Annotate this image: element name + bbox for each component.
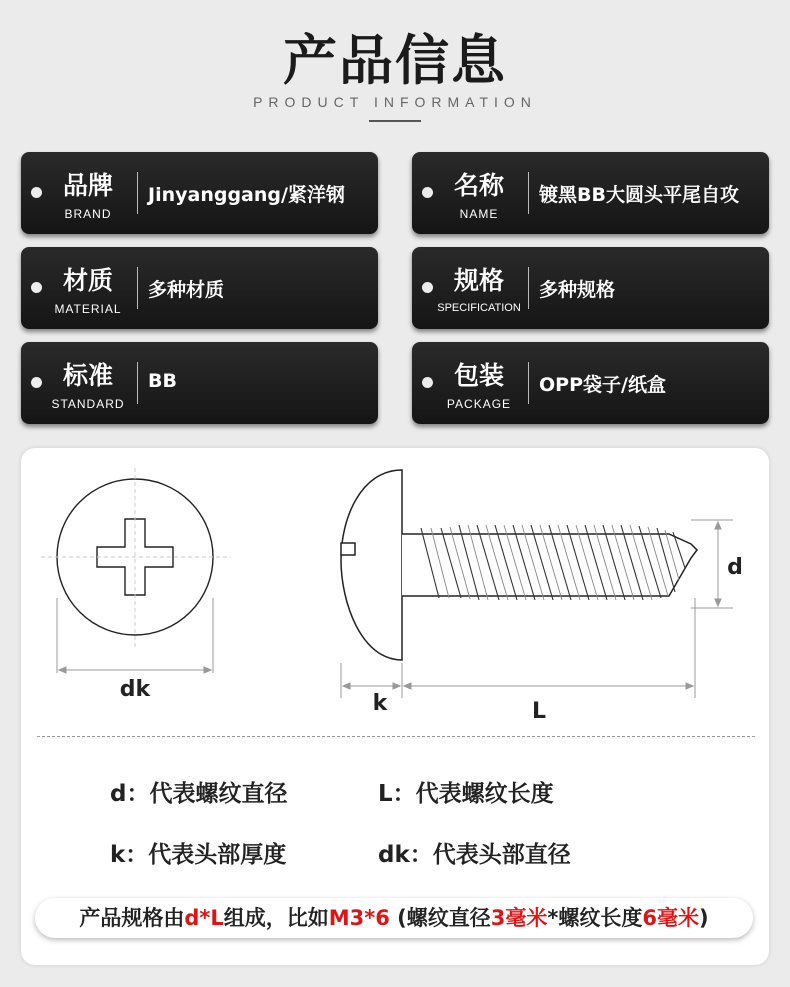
card-value: Jinyanggang/紧洋钢 [148,184,345,206]
card-label-cn: 包装 [453,361,504,390]
card-value: 多种规格 [539,279,616,301]
card-divider [528,267,529,309]
card-divider [137,267,138,309]
bullet-icon [422,187,433,198]
card-label-en: STANDARD [51,397,125,411]
note-text: *螺纹长度 [547,906,643,930]
note-highlight: d*L [184,906,224,930]
note-text: 产品规格由 [79,906,185,930]
screw-dimension-drawing [21,448,769,733]
desc-d: d：代表螺纹直径 [110,781,288,807]
card-label-cn: 材质 [62,266,113,295]
info-card-brand [21,152,378,234]
title-underline [369,120,421,122]
desc-L: L：代表螺纹长度 [378,781,554,807]
page-subtitle: PRODUCT INFORMATION [253,94,537,110]
note-highlight: M3*6 [328,906,390,930]
bullet-icon [422,377,433,388]
card-label-en: BRAND [64,207,112,221]
card-label-en: NAME [459,207,499,221]
bullet-icon [31,187,42,198]
label-L: L [531,699,547,724]
dimension-panel [21,448,769,965]
card-label-en: MATERIAL [54,302,122,316]
card-value: BB [148,370,177,392]
card-label-en: PACKAGE [446,397,512,411]
bullet-icon [31,377,42,388]
card-value: 镀黑BB大圆头平尾自攻 [539,184,739,206]
card-divider [137,362,138,404]
label-k: k [372,691,388,716]
screw-side-view [341,470,697,660]
info-card-spec [412,247,769,329]
card-label-cn: 规格 [453,266,504,295]
card-label-cn: 标准 [62,361,113,390]
card-divider [528,172,529,214]
page-title: 产品信息 [283,29,507,92]
card-label-cn: 品牌 [62,171,113,200]
card-divider [137,172,138,214]
card-value: 多种材质 [148,279,225,301]
info-card-standard [21,342,378,424]
card-divider [528,362,529,404]
note-text: (螺纹直径 [389,906,491,930]
label-dk: dk [119,677,151,702]
card-label-en: SPECIFICATION [437,302,521,314]
note-text: ) [699,906,709,930]
desc-dk: dk：代表头部直径 [378,842,571,868]
card-label-cn: 名称 [453,171,504,200]
note-highlight: 6毫米 [642,906,700,930]
label-d: d [727,555,743,580]
spec-example-note [35,898,753,938]
desc-k: k：代表头部厚度 [110,842,287,868]
dashed-divider [37,736,755,737]
info-card-material [21,247,378,329]
screw-head-side [341,470,402,660]
note-highlight: 3毫米 [490,906,548,930]
bullet-icon [422,282,433,293]
bullet-icon [31,282,42,293]
note-text: 组成，比如 [223,906,329,930]
info-card-name [412,152,769,234]
card-value: OPP袋子/纸盒 [539,374,666,396]
screw-head-top-view [41,468,231,648]
info-card-package [412,342,769,424]
